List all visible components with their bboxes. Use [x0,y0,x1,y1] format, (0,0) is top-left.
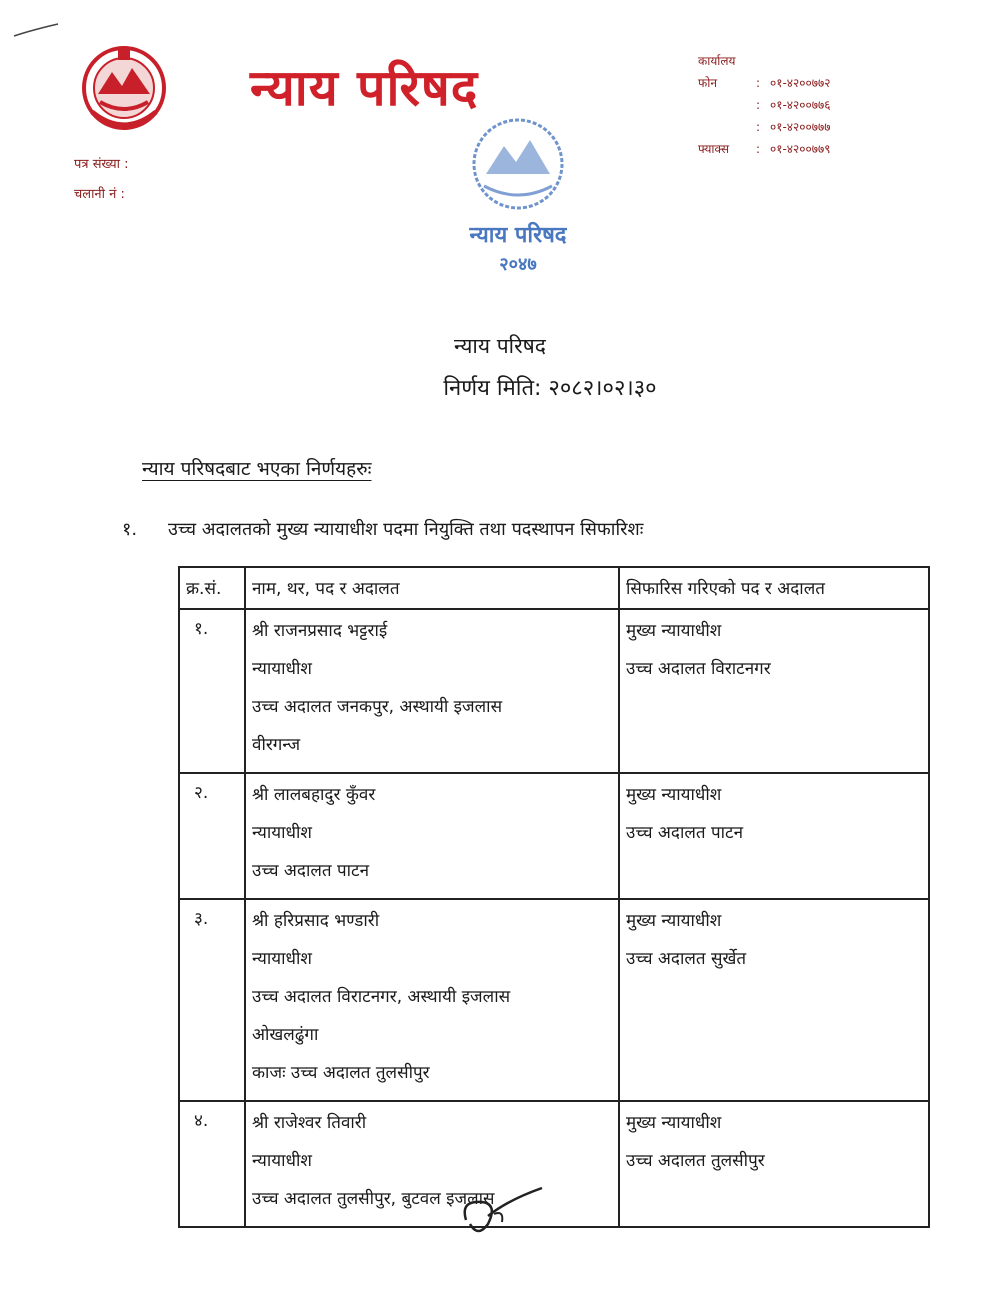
rec-line: मुख्य न्यायाधीश [626,911,722,931]
table-row [179,773,929,899]
serial-cell: २. [179,773,245,899]
rec-line: मुख्य न्यायाधीश [626,1113,722,1133]
office-label: कार्यालय [698,54,736,68]
item-heading [122,517,643,541]
separator: : [756,98,761,112]
ref-number-label: पत्र संख्या : [74,157,129,172]
reference-block [74,150,129,210]
name-line: न्यायाधीश [252,1151,312,1171]
name-cell [245,773,619,899]
name-cell [245,609,619,773]
serial-cell: ४. [179,1101,245,1227]
name-line: श्री राजनप्रसाद भट्टराई [252,621,388,641]
recommended-cell [619,773,929,899]
header-name: नाम, थर, पद र अदालत [245,567,619,609]
recommendation-table [178,566,930,1228]
recommended-cell [619,609,929,773]
phone-number: ०१-४२००७७७ [770,120,831,134]
rec-line: उच्च अदालत तुलसीपुर [626,1151,765,1171]
fax-number: ०१-४२००७७९ [770,142,831,156]
rec-line: मुख्य न्यायाधीश [626,785,722,805]
signature-icon [458,1180,548,1240]
name-line: न्यायाधीश [252,823,312,843]
name-line: उच्च अदालत जनकपुर, अस्थायी इजलास [252,697,503,717]
name-cell [245,1101,619,1227]
contact-block [698,50,831,160]
phone-number: ०१-४२००७७२ [770,76,831,90]
decision-date: निर्णय मिति: २०८२।०२।३० [443,376,657,401]
document-title: न्याय परिषद [454,334,546,358]
pen-mark-icon [12,20,62,40]
table-row [179,1101,929,1227]
phone-number: ०१-४२००७७६ [770,98,831,112]
name-line: न्यायाधीश [252,949,312,969]
phone-label: फोन [698,76,718,90]
serial-cell: ३. [179,899,245,1101]
separator: : [756,142,761,156]
seal-year: २०४७ [499,254,537,275]
letterhead-title: न्याय परिषद [250,59,479,117]
rec-line: उच्च अदालत सुर्खेत [626,949,747,969]
table-row [179,609,929,773]
fax-label: फ्याक्स [698,142,730,156]
name-line: श्री लालबहादुर कुँवर [252,785,376,805]
seal-text: न्याय परिषद [469,223,567,248]
name-line: ओखलढुंगा [252,1025,319,1045]
seal-emblem-icon [448,112,588,282]
name-line: उच्च अदालत पाटन [252,861,370,881]
header-serial: क्र.सं. [179,567,245,609]
table-header-row [179,567,929,609]
name-cell [245,899,619,1101]
name-line: काजः उच्च अदालत तुलसीपुर [252,1063,430,1083]
recommended-cell [619,1101,929,1227]
section-heading: न्याय परिषदबाट भएका निर्णयहरुः [142,458,372,480]
name-line: न्यायाधीश [252,659,312,679]
rec-line: मुख्य न्यायाधीश [626,621,722,641]
header-recommended: सिफारिस गरिएको पद र अदालत [619,567,929,609]
name-line: वीरगन्ज [252,735,301,755]
name-line: उच्च अदालत तुलसीपुर, बुटवल इजलास [252,1189,495,1209]
serial-cell: १. [179,609,245,773]
name-line: श्री राजेश्वर तिवारी [252,1113,367,1133]
table-row [179,899,929,1101]
rec-line: उच्च अदालत विराटनगर [626,659,771,679]
name-line: उच्च अदालत विराटनगर, अस्थायी इजलास [252,987,511,1007]
separator: : [756,120,761,134]
official-seal [448,112,588,282]
dispatch-number-label: चलानी नं : [74,187,125,202]
separator: : [756,76,761,90]
item-heading-text: उच्च अदालतको मुख्य न्यायाधीश पदमा नियुक्ति तथा पदस्थापन सिफारिशः [168,519,644,540]
name-line: श्री हरिप्रसाद भण्डारी [252,911,380,931]
recommended-cell [619,899,929,1101]
government-emblem-icon [78,42,170,134]
item-number: १. [122,519,138,540]
rec-line: उच्च अदालत पाटन [626,823,744,843]
